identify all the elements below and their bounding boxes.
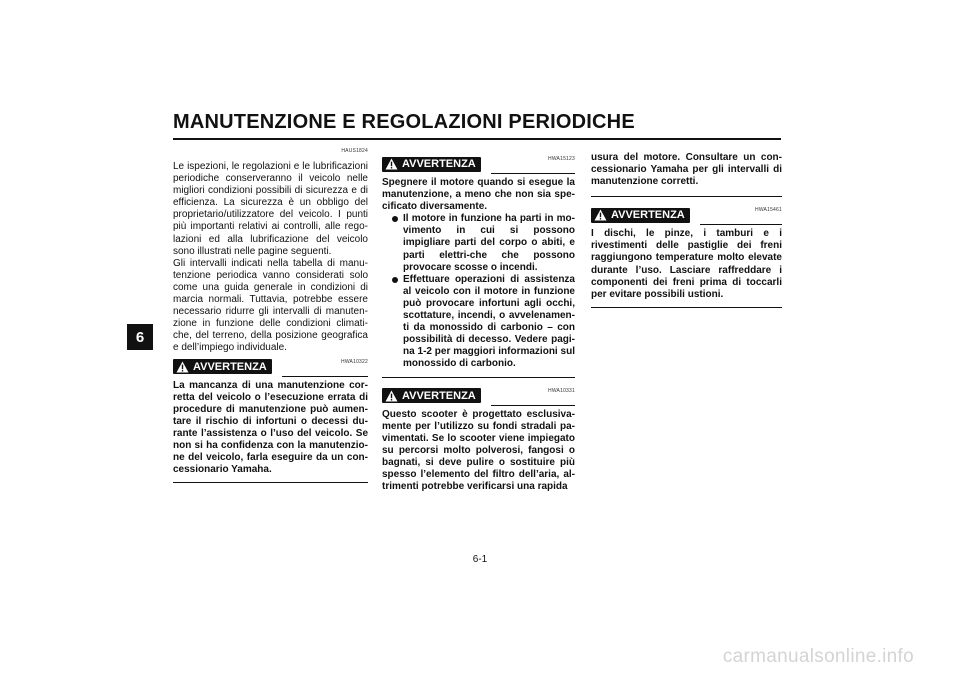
warning-header (591, 207, 782, 223)
warning-triangle-icon (176, 361, 189, 373)
warning-label: AVVERTENZA (611, 209, 685, 222)
warning-text: La mancanza di una manutenzione cor-retta del veicolo o l’esecuzione errata di procedure di manutenzione può aumen-tare il rischio di infortuni o decessi du-rante l’assistenza o l’uso del veicolo. Se non si ha confidenza con la manutenzio-ne del veicolo, farla eseguire da un con-cessionario Yamaha. (173, 379, 368, 476)
warning-code: HWA10331 (548, 387, 575, 394)
warning-header (173, 359, 368, 375)
warning-rule (700, 224, 782, 225)
warning-code: HWA10322 (341, 358, 368, 365)
page-title: MANUTENZIONE E REGOLAZIONI PERIODICHE (173, 111, 635, 133)
warning-header (382, 388, 575, 404)
warning-header (382, 156, 575, 172)
warning-rule (491, 405, 575, 406)
warning-triangle-icon (385, 158, 398, 170)
warning-label: AVVERTENZA (402, 389, 476, 402)
title-rule (173, 138, 781, 140)
warning-text: I dischi, le pinze, i tamburi e i rivestimenti delle pastiglie dei freni raggiungono temperature molto elevate durante l’uso. Lasciare raffreddare i componenti dei freni prima di toccarli per evitare possibili ustioni. (591, 228, 782, 300)
warning-text: Questo scooter è progettato esclusiva-mente per l’utilizzo su fondi stradali pa-vimentati. Se lo scooter viene impiegato su percorsi molto polverosi, fangosi o bagnati, si deve pulire o sostituire più spesso l’elemento del filtro dell’aria, al-trimenti potrebbe verificarsi una rapida (382, 408, 575, 493)
column-1 (173, 148, 368, 483)
intro-paragraph-2: Gli intervalli indicati nella tabella di manu-tenzione periodica vanno considerati solo come una guida generale in condizioni di marcia normali. Tuttavia, potrebbe essere necessario ridurre gli intervalli di manuten-zione in funzione delle condizioni climati-che, del terreno, della posizione geografica e dell’impiego individuale. (173, 257, 368, 354)
continuation-text: usura del motore. Consultare un con-cessionario Yamaha per gli intervalli di manutenzione corretti. (591, 152, 782, 188)
column-3 (591, 148, 782, 308)
warning-bullet-list (382, 213, 575, 370)
chapter-tab: 6 (127, 324, 153, 350)
warning-badge (173, 359, 272, 374)
list-item: Effettuare operazioni di assistenza al veicolo con il motore in funzione può provocare infortuni agli occhi, scottature, incendi, o avvelenamen-ti da monossido di carbonio – con possibilità di decesso. Vedere pagi-na 1-2 per maggiori informazioni sul monossido di carbonio. (392, 274, 575, 371)
warning-badge (591, 208, 690, 223)
warning-end-rule (173, 482, 368, 483)
watermark: carmanualsonline.info (722, 646, 914, 667)
warning-code: HWA15123 (548, 156, 575, 162)
warning-badge (382, 388, 481, 403)
page-number: 6-1 (472, 554, 488, 565)
warning-triangle-icon (385, 390, 398, 402)
warning-label: AVVERTENZA (402, 158, 476, 170)
intro-paragraph: Le ispezioni, le regolazioni e le lubrificazioni periodiche conserveranno il veicolo nelle migliori condizioni possibili di sicurezza e di efficienza. La sicurezza è un obbligo del proprietario/utilizzatore del veicolo. I punti più importanti relativi ai controlli, alle rego-lazioni ed alla lubrificazione del veicolo sono illustrati nelle pagine seguenti. (173, 161, 368, 257)
warning-rule (282, 376, 368, 377)
warning-label: AVVERTENZA (193, 360, 267, 373)
warning-code: HWA15461 (755, 207, 782, 214)
list-item: Il motore in funzione ha parti in mo-vimento in cui si possono impigliare parti del corpo o abiti, e parti elettri-che che possono provocare scosse o incendi. (392, 213, 575, 273)
warning-triangle-icon (594, 209, 607, 221)
warning-text: Spegnere il motore quando si esegue la manutenzione, a meno che non sia spe-cificato diversamente. (382, 177, 575, 213)
column-2 (382, 148, 575, 493)
warning-end-rule (382, 377, 575, 378)
warning-rule (491, 173, 575, 174)
warning-badge (382, 157, 481, 172)
warning-end-rule (591, 307, 782, 308)
warning-end-rule (591, 196, 782, 197)
section-code: HAUS1824 (341, 148, 368, 154)
